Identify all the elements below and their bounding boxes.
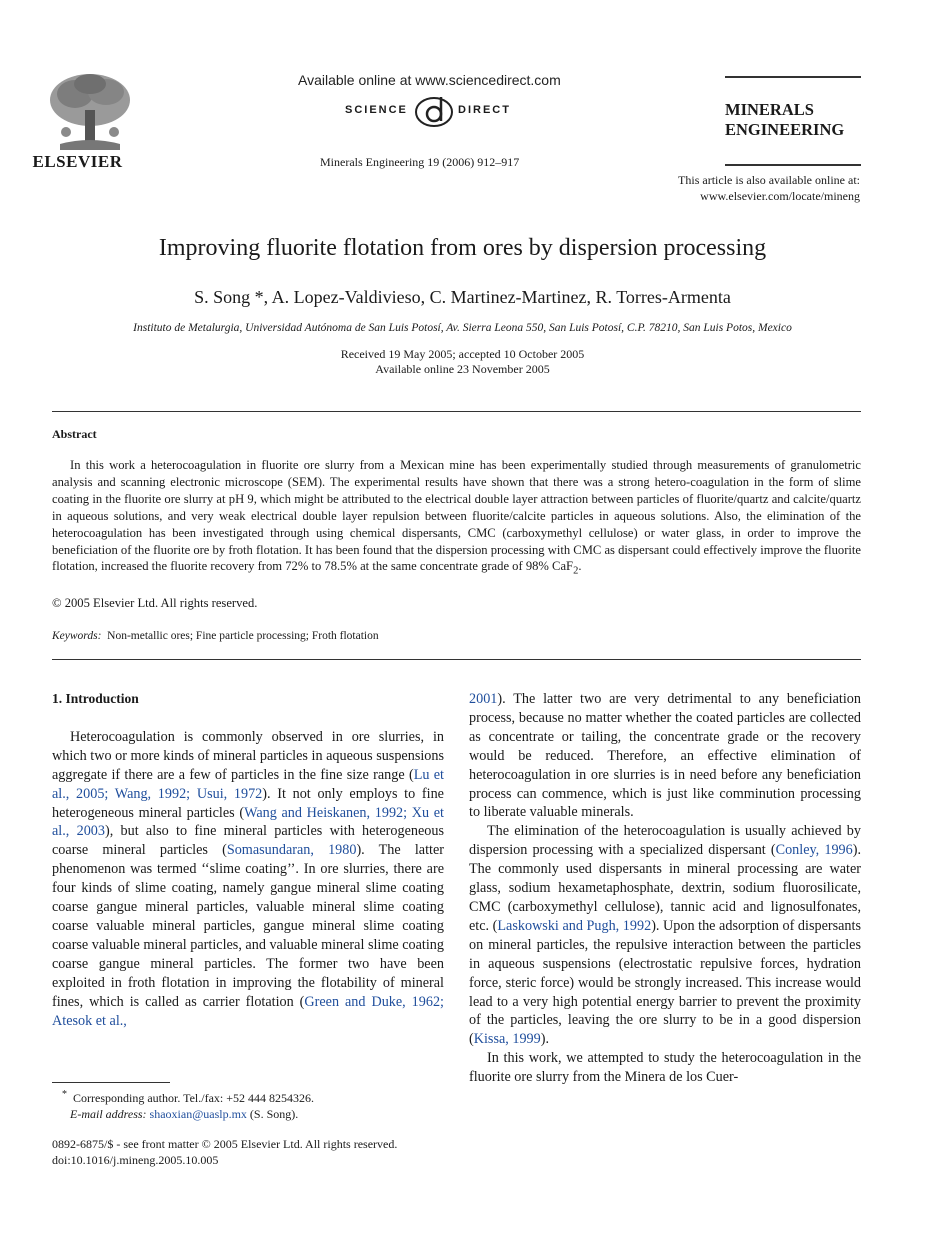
intro-paragraph-2 xyxy=(469,822,861,1049)
footnote-email-line xyxy=(52,1106,444,1122)
left-column xyxy=(52,690,444,1030)
journal-rule-top xyxy=(725,76,861,78)
keywords-label: Keywords: xyxy=(52,630,102,642)
abstract-copyright: © 2005 Elsevier Ltd. All rights reserved. xyxy=(52,596,258,610)
text-run: In this work, we attempted to study the heterocoagulation in the fluorite ore slurry from the Minera de los Cuer- xyxy=(469,1050,861,1086)
footnote-text: Corresponding author. Tel./fax: +52 444 8254326. xyxy=(73,1091,315,1105)
text-run: ). The latter two are very detrimental to any beneficiation process, because no matter whether the coated particles are collected as concentrate or tailing, the concentrate grade or the recovery would be reduced. Therefore, an effective elimination of heterocoagulation in ore slurries is in need before any beneficiation process can commence, which is just like comminution processing to liberate valuable minerals. xyxy=(469,691,861,821)
journal-name-line2: ENGINEERING xyxy=(725,120,845,139)
text-run: The elimination of the heterocoagulation is usually achieved by dispersion processing with a specialized dispersant ( xyxy=(469,823,861,859)
footnote-mark: * xyxy=(62,1089,67,1100)
tree-icon xyxy=(40,70,140,152)
sciencedirect-d-logo xyxy=(413,93,455,134)
author-affiliation: Instituto de Metalurgia, Universidad Autónoma de San Luis Potosí, Av. Sierra Leona 550, San Luis Potosí, C.P. 78210, San Luis Potos, Mexico xyxy=(133,322,792,334)
also-available xyxy=(600,172,860,204)
abstract-heading: Abstract xyxy=(52,427,97,441)
intro-paragraph-1-cont xyxy=(469,690,861,822)
text-run: ). The latter phenomenon was termed ‘‘slime coating’’. In ore slurries, there are four kinds of slime coating, namely gangue mineral slime coating coarse gangue mineral particles, valuable mineral slime coating coarse valuable mineral particles, gangue mineral slime coating coarse valuable mineral particles, and valuable mineral slime coating coarse gangue mineral particles. The former two have been exploited in froth flotation in improving the flotability of mineral fines, which is called as carrier flotation ( xyxy=(52,842,444,1010)
also-available-line1: This article is also available online at: xyxy=(678,173,860,187)
available-online-text[interactable]: Available online at www.sciencedirect.com xyxy=(298,72,561,88)
citation-link[interactable]: Laskowski and Pugh, 1992 xyxy=(497,917,652,934)
text-run: ). It not only employs to fine heterogeneous mineral particles ( xyxy=(52,785,444,821)
footnote-rule xyxy=(52,1082,170,1083)
sciencedirect-left: SCIENCE xyxy=(345,104,408,116)
footnote xyxy=(52,1087,444,1122)
page-footer xyxy=(52,1136,397,1168)
received-date: Received 19 May 2005; accepted 10 October 2005 xyxy=(340,347,585,361)
journal-citation: Minerals Engineering 19 (2006) 912–917 xyxy=(320,155,520,169)
article-dates xyxy=(0,347,925,377)
text-run: ). The commonly used dispersants in mineral processing are water glass, sodium hexametaphosphate, dextrin, sodium fluorosilicate, CMC (carboxymethyl cellulose), tannic acid and lignosulfonates, etc. ( xyxy=(469,842,862,934)
text-run: ). xyxy=(540,1031,550,1048)
keywords xyxy=(52,630,379,642)
journal-name xyxy=(725,100,865,140)
abstract-body xyxy=(52,457,861,581)
citation-link[interactable]: 2001 xyxy=(469,691,498,707)
intro-paragraph-3 xyxy=(469,1049,861,1087)
text-run: ), but also to fine mineral particles with heterogeneous coarse mineral particles ( xyxy=(52,823,444,859)
email-suffix: (S. Song). xyxy=(249,1107,299,1121)
publisher-name: ELSEVIER xyxy=(32,152,123,171)
journal-rule-bottom xyxy=(725,164,861,166)
citation-link[interactable]: Green and Duke, 1962; Atesok et al., xyxy=(52,993,444,1029)
intro-paragraph-1 xyxy=(52,728,444,1031)
text-run: Heterocoagulation is commonly observed in ore slurries, in which two or more kinds of mineral particles in aqueous suspensions aggregate if there are a few of particles in the fine size range ( xyxy=(52,728,444,783)
journal-name-line1: MINERALS xyxy=(725,100,814,119)
email-link[interactable]: shaoxian@uaslp.mx xyxy=(149,1107,247,1121)
abstract-top-rule xyxy=(52,411,861,412)
citation-link[interactable]: Kissa, 1999 xyxy=(473,1031,541,1048)
abstract-bottom-rule xyxy=(52,659,861,660)
article-authors: S. Song *, A. Lopez-Valdivieso, C. Martinez-Martinez, R. Torres-Armenta xyxy=(194,287,731,307)
footnote-corresponding xyxy=(52,1087,444,1106)
section-heading: 1. Introduction xyxy=(52,691,139,706)
doi-line: doi:10.1016/j.mineng.2005.10.005 xyxy=(52,1153,219,1167)
at-d-icon xyxy=(413,93,455,129)
text-run: ). Upon the adsorption of dispersants on mineral particles, the repulsive interaction between the particles in aqueous suspensions (electrostatic repulsive forces, hydration force, steric force) would be strongly increased. This increase would lead to a very high potential energy barrier to prevent the proximity of the particles, leaving the ore slurry to be in a good dispersion ( xyxy=(469,917,861,1048)
abstract-subscript: 2 xyxy=(573,565,579,577)
issn-line: 0892-6875/$ - see front matter © 2005 Elsevier Ltd. All rights reserved. xyxy=(52,1137,398,1151)
citation-link[interactable]: Somasundaran, 1980 xyxy=(226,842,357,859)
article-title: Improving fluorite flotation from ores by dispersion processing xyxy=(158,235,767,261)
keywords-list: Non-metallic ores; Fine particle processing; Froth flotation xyxy=(107,630,379,642)
citation-link[interactable]: Lu et al., 2005; Wang, 1992; Usui, 1972 xyxy=(52,766,444,802)
citation-link[interactable]: Wang and Heiskanen, 1992; Xu et al., 2003 xyxy=(52,804,444,840)
abstract-paragraph xyxy=(52,457,861,581)
abstract-text: In this work a heterocoagulation in fluorite ore slurry from a Mexican mine has been experimentally studied through measurements of granulometric analysis and scanning electronic microscope (SEM). The experimental results have shown that there was a strong hetero-coagulation in the form of slime coating in the fluorite ore slurry at pH 9, which might be attributed to the electrical double layer attraction between particles of fluorite/quartz and calcite/quartz in aqueous solutions, and very weak electrical double layer repulsion between fluorite/calcite particles in aqueous solutions. Also, the elimination of the heterocoagulation has been investigated through using chemical dispersants, CMC (carboxymethyl cellulose) or water glass, in order to improve the beneficiation of the fluorite ore by froth flotation. It has been found that the dispersion processing with CMC as dispersant could effectively improve the fluorite flotation, increased the fluorite recovery from 72% to 78.5% at the same concentrate grade of 98% CaF xyxy=(52,458,861,574)
abstract-text-end: . xyxy=(578,559,582,574)
online-date: Available online 23 November 2005 xyxy=(375,362,550,376)
journal-url[interactable]: www.elsevier.com/locate/mineng xyxy=(700,189,860,203)
citation-link[interactable]: Conley, 1996 xyxy=(775,842,853,859)
right-column xyxy=(469,690,861,1087)
sciencedirect-right: DIRECT xyxy=(458,104,511,116)
email-label: E-mail address: xyxy=(70,1107,147,1121)
